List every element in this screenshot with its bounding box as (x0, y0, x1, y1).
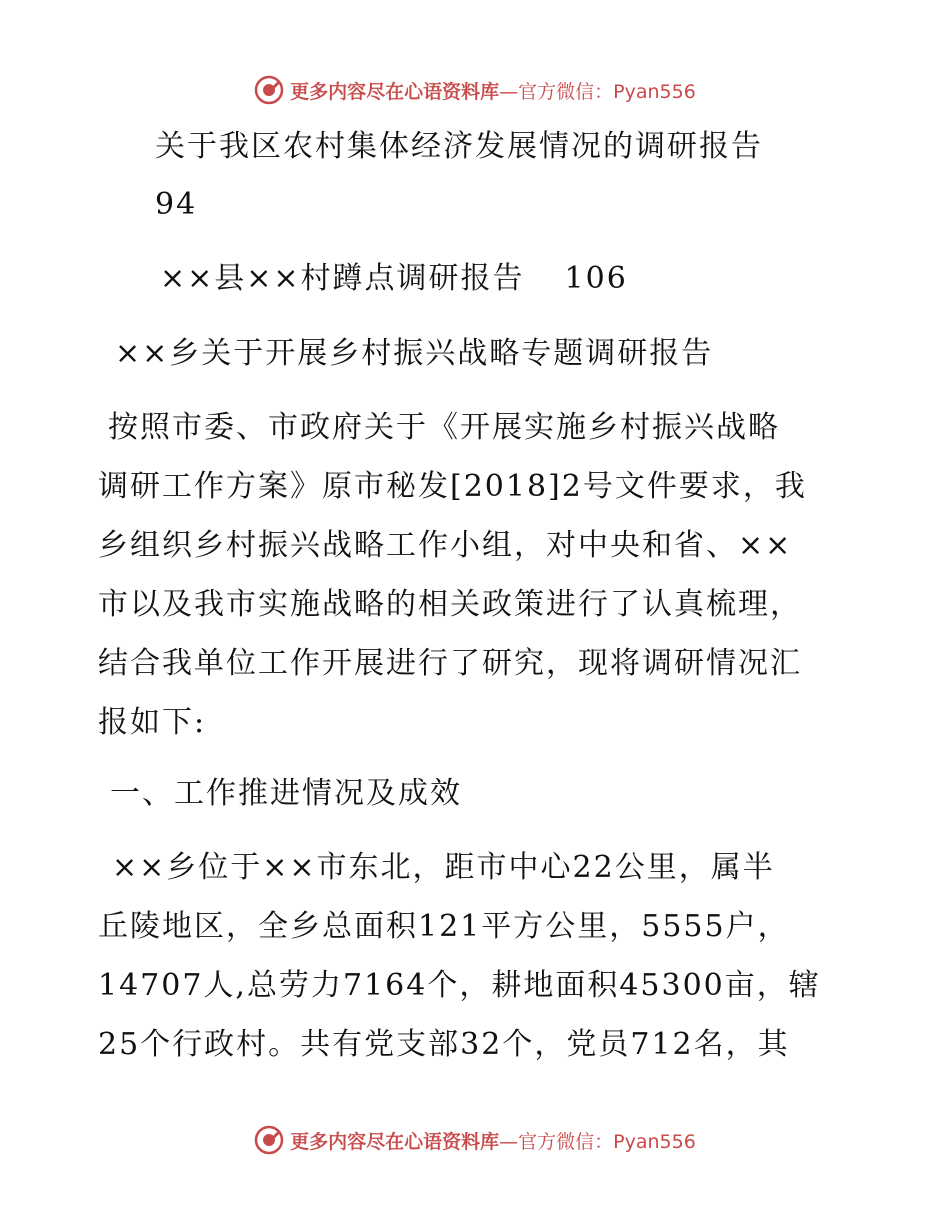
section-line-3: 14707人,总劳力7164个，耕地面积45300亩，辖 (98, 968, 821, 1003)
footer-banner-text (290, 1127, 696, 1154)
header-banner-contact: 官方微信：Pyan556 (518, 80, 696, 103)
toc-entry-2-title: ××县××村蹲点调研报告 (160, 261, 525, 296)
intro-line-1: 按照市委、市政府关于《开展实施乡村振兴战略 (108, 410, 780, 445)
toc-entry-title: 关于我区农村集体经济发展情况的调研报告 (155, 129, 763, 164)
document-title: ××乡关于开展乡村振兴战略专题调研报告 (115, 336, 714, 371)
pen-nib-logo-icon (254, 1125, 284, 1155)
footer-banner (0, 1120, 950, 1160)
header-banner (0, 70, 950, 110)
header-banner-separator: — (499, 80, 519, 103)
section-line-2: 丘陵地区，全乡总面积121平方公里，5555户， (98, 909, 790, 944)
section-line-4: 25个行政村。共有党支部32个，党员712名，其 (98, 1027, 790, 1062)
footer-banner-contact: 官方微信：Pyan556 (518, 1130, 696, 1153)
toc-entry-2-page: 106 (564, 261, 628, 296)
header-banner-main: 更多内容尽在心语资料库 (290, 80, 500, 103)
footer-banner-separator: — (499, 1130, 519, 1153)
intro-line-5: 结合我单位工作开展进行了研究，现将调研情况汇 (98, 646, 802, 681)
intro-line-6: 报如下: (98, 705, 207, 740)
pen-nib-logo-icon (254, 75, 284, 105)
toc-entry-2 (160, 260, 628, 298)
intro-line-4: 市以及我市实施战略的相关政策进行了认真梳理， (98, 587, 802, 622)
intro-line-3: 乡组织乡村振兴战略工作小组，对中央和省、×× (98, 528, 793, 563)
intro-line-2: 调研工作方案》原市秘发[2018]2号文件要求，我 (98, 469, 807, 504)
section-heading: 一、工作推进情况及成效 (110, 776, 462, 811)
header-banner-text (290, 77, 696, 104)
toc-entry-page: 94 (155, 187, 198, 222)
footer-banner-main: 更多内容尽在心语资料库 (290, 1130, 500, 1153)
section-line-1: ××乡位于××市东北，距市中心22公里，属半 (112, 850, 775, 885)
